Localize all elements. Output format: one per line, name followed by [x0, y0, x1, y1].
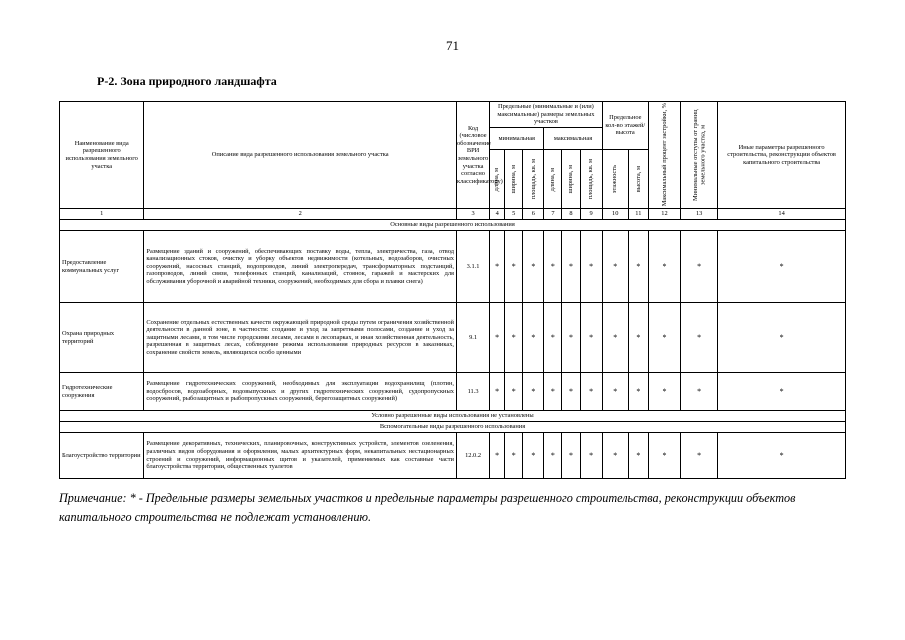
value-cell: *: [648, 231, 680, 303]
regulations-table: [59, 101, 846, 479]
value-cell: *: [718, 231, 846, 303]
value-cell: *: [580, 433, 602, 479]
header-height: [628, 150, 648, 209]
table-row: [60, 373, 846, 411]
value-cell: *: [562, 433, 580, 479]
value-cell: *: [602, 303, 628, 373]
header-floors-limit: Предельное кол-во этажей/ высота: [602, 102, 648, 150]
column-number: 4: [490, 209, 505, 220]
value-cell: *: [562, 373, 580, 411]
table-row: [60, 231, 846, 303]
value-cell: *: [628, 373, 648, 411]
value-cell: *: [523, 433, 544, 479]
value-cell: *: [490, 303, 505, 373]
header-code: Код (числовое обозначение ВРИ земельного участка согласно классификатору): [456, 102, 489, 209]
value-cell: *: [628, 303, 648, 373]
section-auxiliary-uses: Вспомогательные виды разрешенного использования: [60, 422, 846, 433]
section-conditional-uses: Условно разрешенные виды использования не установлены: [60, 411, 846, 422]
value-cell: *: [490, 433, 505, 479]
header-name: Наименование вида разрешенного использования земельного участка: [60, 102, 144, 209]
value-cell: *: [628, 231, 648, 303]
use-name: Предоставление коммунальных услуг: [60, 231, 144, 303]
header-max-length-label: длина, м: [549, 167, 557, 191]
value-cell: *: [544, 433, 562, 479]
page-number: 71: [446, 38, 459, 53]
value-cell: *: [544, 303, 562, 373]
header-setback: [681, 102, 718, 209]
value-cell: *: [602, 231, 628, 303]
value-cell: *: [718, 373, 846, 411]
use-description: Сохранение отдельных естественных качеств окружающей природной среды путем ограничения хозяйственной деятельности в данной зоне, в частности: создание и уход за запретными полосами, создание и уход за защитными лесами, в том числе городскими лесами, лесами в лесопарках, и иная хозяйственная деятельность, разрешенная в защитных лесах, соблюдение режима использования природных ресурсов в заказниках, сохранение свойств земель, являющихся особо ценными: [144, 303, 457, 373]
value-cell: *: [505, 303, 523, 373]
section-main-uses: Основные виды разрешенного использования: [60, 220, 846, 231]
value-cell: *: [718, 303, 846, 373]
value-cell: *: [562, 231, 580, 303]
header-min-width: [505, 150, 523, 209]
value-cell: *: [648, 303, 680, 373]
use-name: Гидротехнические сооружения: [60, 373, 144, 411]
value-cell: *: [628, 433, 648, 479]
header-coverage-label: Максимальный процент застройки, %: [660, 103, 668, 207]
header-maximum: максимальная: [544, 128, 602, 150]
column-number: 1: [60, 209, 144, 220]
use-code: 12.0.2: [456, 433, 489, 479]
header-max-width-label: ширина, м: [567, 164, 575, 194]
header-description: Описание вида разрешенного использования земельного участка: [144, 102, 457, 209]
header-min-width-label: ширина, м: [509, 164, 517, 194]
column-numbers-row: [60, 209, 846, 220]
column-number: 13: [681, 209, 718, 220]
value-cell: *: [681, 303, 718, 373]
value-cell: *: [505, 373, 523, 411]
value-cell: *: [681, 373, 718, 411]
value-cell: *: [681, 231, 718, 303]
header-max-width: [562, 150, 580, 209]
column-number: 11: [628, 209, 648, 220]
use-code: 9.1: [456, 303, 489, 373]
value-cell: *: [718, 433, 846, 479]
value-cell: *: [523, 303, 544, 373]
column-number: 2: [144, 209, 457, 220]
header-min-area: [523, 150, 544, 209]
use-name: Охрана природных территорий: [60, 303, 144, 373]
footnote: Примечание: * - Предельные размеры земельных участков и предельные параметры разрешенного строительства, реконструкции объектов капитального строительства не подлежат установлению.: [59, 491, 796, 524]
column-number: 5: [505, 209, 523, 220]
value-cell: *: [544, 373, 562, 411]
value-cell: *: [648, 433, 680, 479]
value-cell: *: [602, 373, 628, 411]
column-number: 8: [562, 209, 580, 220]
header-coverage: [648, 102, 680, 209]
value-cell: *: [505, 433, 523, 479]
column-number: 6: [523, 209, 544, 220]
value-cell: *: [523, 231, 544, 303]
header-max-area-label: площадь, кв. м: [587, 159, 595, 200]
header-plot-sizes: Предельные (минимальные и (или) максимальные) размеры земельных участков: [490, 102, 603, 128]
use-description: Размещение декоративных, технических, планировочных, конструктивных устройств, элементов озеленения, различных видов оборудования и оформления, малых архитектурных форм, некапитальных нестационарных строений и сооружений, информационных щитов и указателей, применяемых как составные части благоустройства территории, общественных туалетов: [144, 433, 457, 479]
value-cell: *: [523, 373, 544, 411]
use-name: Благоустройство территории: [60, 433, 144, 479]
table-row: [60, 433, 846, 479]
value-cell: *: [580, 303, 602, 373]
value-cell: *: [562, 303, 580, 373]
header-min-area-label: площадь, кв. м: [529, 159, 537, 200]
value-cell: *: [602, 433, 628, 479]
value-cell: *: [580, 373, 602, 411]
use-code: 3.1.1: [456, 231, 489, 303]
zone-title: Р-2. Зона природного ландшафта: [97, 74, 277, 88]
value-cell: *: [490, 231, 505, 303]
header-minimum: минимальная: [490, 128, 544, 150]
use-description: Размещение зданий и сооружений, обеспечивающих поставку воды, тепла, электричества, газа, отвод канализационных стоков, очистку и уборку объектов недвижимости (котельных, водозаборов, очистных сооружений, насосных станций, водопроводов, линий электропередач, трансформаторных подстанций, газопроводов, линий связи, телефонных станций, канализаций, стоянок, гаражей и мастерских для обслуживания уборочной и аварийной техники, сооружений, необходимых для сбора и плавки снега): [144, 231, 457, 303]
column-number: 14: [718, 209, 846, 220]
value-cell: *: [580, 231, 602, 303]
use-code: 11.3: [456, 373, 489, 411]
use-description: Размещение гидротехнических сооружений, необходимых для эксплуатации водохранилищ (плотин, водосбросов, водозаборных, водовыпускных и других гидротехнических сооружений, судопропускных сооружений, рыбозащитных и рыбопропускных сооружений, берегозащитных сооружений): [144, 373, 457, 411]
header-setback-label: Минимальные отступы от границ земельного участка, м: [691, 109, 707, 201]
header-min-length-label: длина, м: [493, 167, 501, 191]
header-floors-label: этажность: [611, 165, 619, 194]
value-cell: *: [648, 373, 680, 411]
column-number: 7: [544, 209, 562, 220]
column-number: 10: [602, 209, 628, 220]
column-number: 12: [648, 209, 680, 220]
value-cell: *: [681, 433, 718, 479]
value-cell: *: [544, 231, 562, 303]
table-row: [60, 303, 846, 373]
column-number: 3: [456, 209, 489, 220]
header-height-label: высота, м: [634, 166, 642, 193]
value-cell: *: [505, 231, 523, 303]
header-floors: [602, 150, 628, 209]
header-max-area: [580, 150, 602, 209]
column-number: 9: [580, 209, 602, 220]
header-other-params: Иные параметры разрешенного строительства, реконструкции объектов капитального строительства: [718, 102, 846, 209]
value-cell: *: [490, 373, 505, 411]
header-max-length: [544, 150, 562, 209]
